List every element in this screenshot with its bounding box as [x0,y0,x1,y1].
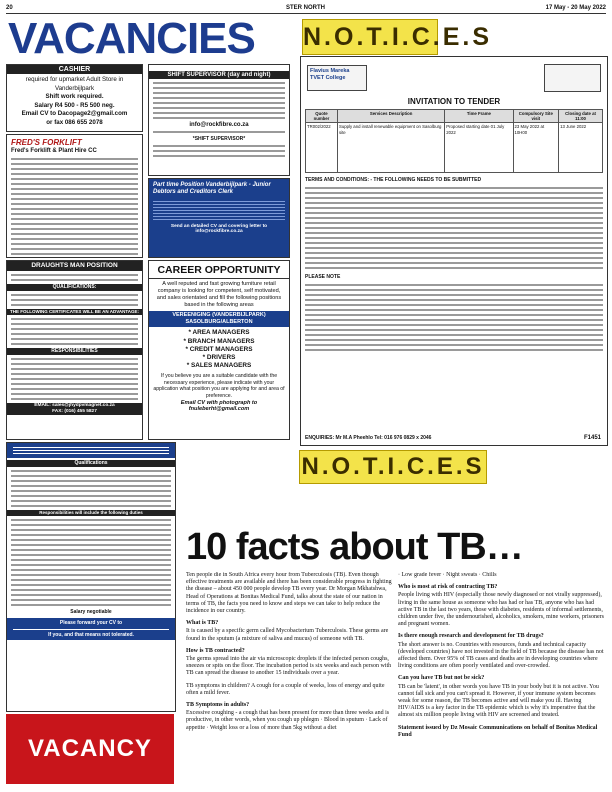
notices-banner-2: N.O.T.I.C.E.S [299,450,487,484]
cashier-line: Vanderbijlpark [54,84,95,92]
career-areas: VEREENIGING (VANDERBIJLPARK) SASOLBURG/ALBERTON [149,311,289,327]
cashier-line: Shift work required. [45,93,104,100]
cashier-line: Email CV to Dacopage2@gmail.com [21,110,128,117]
draughts-responsibilities: RESPONSIBILITIES [7,348,142,355]
draughts-email: EMAIL: sales@jhydpvmagnet.co.za [7,403,142,409]
tb-headline: 10 facts about TB… [186,526,523,568]
article-subheading: Who is most at risk of contracting TB? [398,584,498,591]
vacancies-banner: VACANCIES [8,14,255,63]
shift-supervisor-ad [148,64,290,176]
part-time-footer: Send an detailed CV and covering letter to info@rockfibre.co.za [170,224,268,234]
cashier-title: CASHIER [7,65,142,74]
paper-name: STER NORTH [286,5,325,11]
notes-title: PLEASE NOTE [305,274,341,281]
draughts-qualifications: QUALIFICATIONS: [7,284,142,291]
draughts-title: DRAUGHTS MAN POSITION [7,261,142,271]
workshop-salary: Salary negotiable [70,609,112,615]
article-subheading: What is TB? [186,620,219,627]
career-opportunity-ad [148,260,290,440]
freds-body-text [7,158,142,258]
cashier-line: Salary R4 500 - R5 500 neg. [34,101,115,109]
government-crest-icon [544,64,601,92]
workshop-qualifications: Qualifications [7,460,175,467]
tb-article-column-2 [398,572,604,787]
part-time-ad [148,178,290,258]
terms-title: TERMS AND CONDITIONS: - THE FOLLOWING NEEDS TO BE SUBMITTED [305,177,482,184]
career-closing: If you believe you are a suitable candidate with the necessary experience, please indicate with your application what position you are applying for and area of preference. [153,373,285,399]
article-paragraph: Ten people die in South Africa every hour from Tuberculosis (TB). Even though effective treatments are available and there has been considerable progress in fighting the disease – about 450 000 people develop TB every year. Dr Morgan Mkhatshwa, Head of Operations at Bonitas Medical Fund, talks about the state of our nation in terms of TB, the facts you need to know and steps we can take to help reduce the incidence in our country. [186,572,392,615]
table-cell: Proposed starting date 01 July 2022 [445,123,513,173]
article-subheading: How is TB contracted? [186,647,245,654]
cashier-ad [6,64,143,132]
career-email-label: Email CV with photograph to [180,400,258,407]
article-paragraph: TB can be 'latent', in other words you have TB in your body but it is not active. You cannot fall sick and you can't spread it. However, if your immune system becomes weak for some reason, the TB becomes active and will make you ill. Having HIV/AIDS is a key factor in the TB epidemic which is why it's imperative that the almost six million people living with HIV are screened and treated. [398,683,599,719]
tb-article-column-1 [186,572,392,787]
cashier-line: required for upmarket Adult Store in [25,76,124,83]
career-intro: A well reputed and fast growing furniture retail company is looking for competent, self motivated, and sales orientated and fill the following positions based in the following areas [156,281,282,309]
workshop-duties: Responsibilities will include the following duties [7,510,175,516]
article-subheading: TB Symptoms in adults? [186,702,250,709]
career-position: * SALES MANAGERS [186,362,252,370]
college-logo: Flavius Mareka TVET College [307,65,367,91]
article-paragraph: It is caused by a specific germ called Mycobacterium Tuberculosis. These germs are found in the sputum (a mixture of saliva and mucus) of someone with TB. [186,628,389,642]
article-paragraph: Statement issued by Dz Mosaic Communications on behalf of Bonitas Medical Fund [398,724,598,738]
table-header: Closing date at 11:00 [559,110,603,123]
table-header: Quote number [306,110,338,123]
table-cell: Supply and install renewable equipment on Sasolburg site [337,123,444,173]
article-paragraph: People living with HIV (especially those newly diagnosed or not virally suppressed), living in the same house as someone who has had or has TB, anyone who has had active TB in the last two years, those with diabetes, residents of informal settlements, children under five, the undernourished, alcoholics, smokers, mine workers, prisoners and pregnant women. [398,592,604,628]
vacancy-banner: VACANCY [6,714,174,784]
table-cell: 13 June 2022 [559,123,603,173]
notices-banner: N.O.T.I.C.E.S [302,19,438,55]
tender-table [305,109,603,173]
freds-logo: FRED'S FORKLIFT [11,138,82,147]
draughts-man-ad [6,260,143,440]
workshop-footer: Please forward your CV to [59,620,123,626]
workshop-ad [6,442,176,712]
career-position: * DRIVERS [202,353,236,361]
freds-forklift-ad [6,134,143,258]
shift-title: SHIFT SUPERVISOR (day and night) [149,71,289,79]
table-header: Time Frame [445,110,513,123]
part-time-title: Part time Position Vanderbijlpark - Junior Debtors and Creditors Clerk [153,182,271,195]
career-position: * AREA MANAGERS [188,329,250,337]
table-header: Compulsory Site visit [513,110,559,123]
page-number: 20 [6,5,13,11]
shift-note: *SHIFT SUPERVISOR* [192,136,246,142]
tender-enquiries: ENQUIRIES: Mr M.A Pheehlo Tel: 016 976 0829 x 2046 [305,435,432,441]
draughts-advantage: THE FOLLOWING CERTIFICATES WILL BE AN ADVANTAGE: [7,309,142,315]
terms-text [301,187,607,269]
article-subheading: Is there enough research and development for TB drugs? [398,633,544,640]
tender-reference: F1451 [583,435,601,441]
article-paragraph: TB symptoms in children? A cough for a couple of weeks, loss of energy and quite often a mild fever. [186,682,385,696]
draughts-fax: FAX: (016) 455 5827 [7,409,142,415]
table-cell: 23 May 2022 at 10H00 [513,123,559,173]
career-position: * CREDIT MANAGERS [185,345,253,353]
article-subheading: Can you have TB but not be sick? [398,675,485,682]
notes-text [301,284,607,351]
table-cell: TR002/2022 [306,123,338,173]
shift-body-text [149,82,289,119]
table-header: Services Description [337,110,444,123]
career-email: fnuleberht@gmail.com [188,406,250,413]
workshop-end: If you, and that means not tolerated. [48,631,134,638]
article-paragraph: The germs spread into the air via microscopic droplets if the infected person coughs, sneezes or spits on the floor. The incubation period is six weeks and each person with TB can spread the disease to another 15 individuals over a year. [186,656,392,677]
cashier-line: or fax 086 655 2078 [46,118,103,126]
freds-name: Fred's Forklift & Plant Hire CC [11,148,97,154]
career-position: * BRANCH MANAGERS [183,337,255,345]
tender-invite-title: INVITATION TO TENDER [407,97,501,106]
article-paragraph: Excessive coughing - a cough that has been present for more than three weeks and is productive, in other words, when you cough up phlegm · Blood in sputum · Lack of appetite · Weight loss or a loss of more than 5kg without a diet [186,710,390,731]
tender-notice [300,56,608,446]
article-paragraph: · Low grade fever · Night sweats · Chills [398,572,497,578]
article-paragraph: The short answer is no. Countries with resources, funds and technical capacity (developed countries) have not invested in the field of TB because the disease has not affected them. Over 95% of TB cases and deaths are in developing countries where living conditions are often poorly ventilated and over-crowded. [398,641,604,670]
career-title: CAREER OPPORTUNITY [149,261,289,279]
shift-email: info@rockfibre.co.za [189,122,249,128]
issue-date: 17 May - 20 May 2022 [545,5,606,11]
